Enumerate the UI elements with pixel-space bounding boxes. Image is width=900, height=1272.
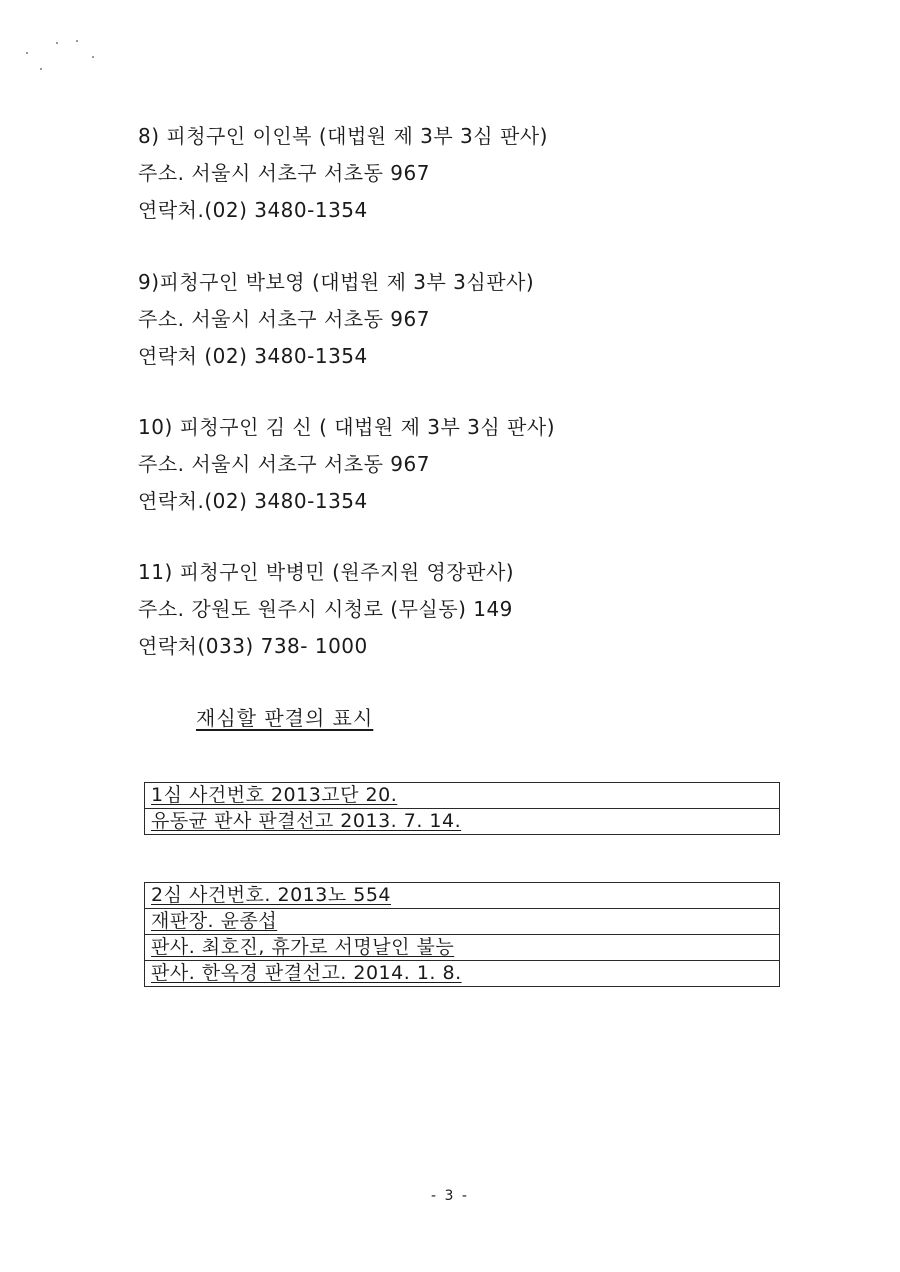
table-cell [145,935,780,961]
scan-speck [76,40,78,42]
party-heading: 8) 피청구인 이인복 (대법원 제 3부 3심 판사) [138,124,548,148]
party-address: 주소. 서울시 서초구 서초동 967 [138,161,430,185]
party-contact: 연락처.(02) 3480-1354 [138,489,368,513]
party-entry-10 [138,409,778,520]
scan-speck [40,68,42,70]
party-heading: 11) 피청구인 박병민 (원주지원 영장판사) [138,560,515,584]
party-contact: 연락처 (02) 3480-1354 [138,344,368,368]
second-instance-table [144,882,780,987]
party-heading: 10) 피청구인 김 신 ( 대법원 제 3부 3심 판사) [138,415,556,439]
presiding-judge: 재판장. 윤종섭 [151,910,278,932]
scan-speck [56,42,58,44]
judge-two: 판사. 한옥경 판결선고. 2014. 1. 8. [151,962,462,984]
table-row [145,809,780,835]
table-row [145,909,780,935]
party-address: 주소. 서울시 서초구 서초동 967 [138,307,430,331]
table-row [145,961,780,987]
page-number: - 3 - [431,1188,469,1204]
first-instance-table [144,782,780,835]
scan-speck [92,56,94,58]
table-cell [145,909,780,935]
party-address: 주소. 강원도 원주시 시청로 (무실동) 149 [138,597,513,621]
table-row [145,883,780,909]
scan-specks [22,38,102,78]
party-contact: 연락처.(02) 3480-1354 [138,198,368,222]
party-entry-11 [138,554,778,665]
party-contact: 연락처(033) 738- 1000 [138,634,368,658]
party-entry-9 [138,264,778,375]
table-cell [145,883,780,909]
table-cell [145,783,780,809]
table-cell [145,809,780,835]
party-address: 주소. 서울시 서초구 서초동 967 [138,452,430,476]
party-heading: 9)피청구인 박보영 (대법원 제 3부 3심판사) [138,270,535,294]
party-entry-8 [138,118,778,229]
scan-speck [26,52,28,54]
first-case-number: 1심 사건번호 2013고단 20. [151,784,398,806]
section-title: 재심할 판결의 표시 [196,706,374,730]
table-row [145,935,780,961]
first-judgment: 유동균 판사 판결선고 2013. 7. 14. [151,810,462,832]
second-case-number: 2심 사건번호. 2013노 554 [151,884,391,906]
table-row [145,783,780,809]
judge-one: 판사. 최호진, 휴가로 서명날인 불능 [151,936,455,958]
table-cell [145,961,780,987]
